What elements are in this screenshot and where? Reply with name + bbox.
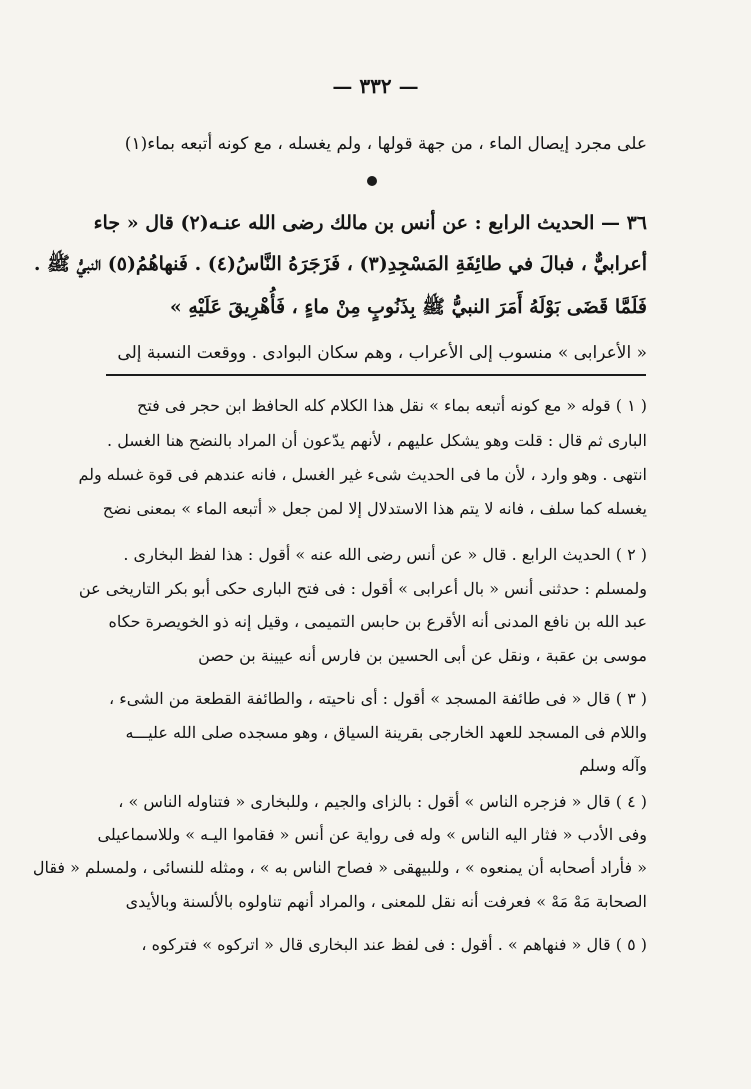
footnote-line: واللام فى المسجد للعهد الخارجى بقرينة السياق ، وهو مسجده صلى الله عليـــه: [125, 723, 647, 742]
footnote-line: ( ٣ ) قال « فى طائفة المسجد » أقول : أى ناحيته ، والطائفة القطعة من الشىء ،: [109, 689, 647, 708]
closing-line: « الأعرابى » منسوب إلى الأعراب ، وهم سكان البوادى . ووقعت النسبة إلى: [117, 343, 647, 363]
footnote-line: ( ٤ ) قال « فزجره الناس » أقول : بالزاى والجيم ، وللبخارى « فتناوله الناس » ،: [118, 792, 647, 811]
hadith-line: فَلَمَّا قَضَى بَوْلَهُ أَمَرَ النبيُّ ﷺ بِذَنُوبٍ مِنْ ماءٍ ، فَأُهْرِيقَ عَلَيْهِ »: [169, 296, 647, 318]
footnote-line: وآله وسلم: [579, 756, 647, 775]
footnote-line: وفى الأدب « فثار اليه الناس » وله فى رواية عن أنس « فقاموا اليـه » وللاسماعيلى: [97, 825, 647, 844]
footnote-line: انتهى . وهو وارد ، لأن ما فى الحديث شىء غير الغسل ، فانه عندهم فى قوة غسله ولم: [78, 465, 647, 484]
hadith-line: ٣٦ — الحديث الرابع : عن أنس بن مالك رضى الله عنـه(٢) قال « جاء: [93, 212, 647, 234]
footnote-line: موسى بن عقبة ، ونقل عن أبى الحسين بن فارس أنه عيينة بن حصن: [198, 646, 647, 665]
footnote-line: ( ٥ ) قال « فنهاهم » . أقول : فى لفظ عند البخارى قال « اتركوه » فتركوه ،: [141, 935, 647, 954]
hadith-line: أعرابيٌّ ، فبالَ في طائِفَةِ المَسْجِدِ(٣) ، فَزَجَرَهُ النَّاسُ(٤) . فَنهاهُمُ(٥) النبيُّ ﷺ .: [33, 253, 647, 275]
footnote-line: ( ١ ) قوله « مع كونه أتبعه بماء » نقل هذا الكلام كله الحافظ ابن حجر فى فتح: [136, 396, 647, 415]
page-number: — ٣٣٢ —: [332, 74, 419, 98]
intro-line: على مجرد إيصال الماء ، من جهة قولها ، ولم يغسله ، مع كونه أتبعه بماء(١): [124, 134, 647, 154]
footnote-line: البارى ثم قال : قلت وهو يشكل عليهم ، لأنهم يدّعون أن المراد بالنضح هنا الغسل .: [107, 431, 647, 450]
footnote-line: يغسله كما سلف ، فانه لا يتم هذا الاستدلال إلا لمن جعل « أتبعه الماء » بمعنى نضح: [102, 499, 647, 518]
footnote-line: الصحابة مَهْ مَهْ » فعرفت أنه نقل للمعنى ، والمراد أنهم تناولوه بالألسنة وبالأيدى: [125, 892, 647, 911]
bullet-dot-icon: [367, 176, 377, 186]
footnote-line: عبد الله بن نافع المدنى أنه الأقرع بن حابس التميمى ، وقيل إنه ذو الخويصرة حكاه: [108, 612, 647, 631]
footnote-line: ولمسلم : حدثنى أنس « بال أعرابى » أقول : فى فتح البارى حكى أبو بكر التاريخى عن: [78, 579, 647, 598]
footnote-separator: [106, 374, 646, 376]
footnote-line: « فأراد أصحابه أن يمنعوه » ، وللبيهقى « فصاح الناس به » ، ومثله للنسائى ، ولمسلم « فقال: [32, 858, 647, 877]
footnote-line: ( ٢ ) الحديث الرابع . قال « عن أنس رضى الله عنه » أقول : هذا لفظ البخارى .: [123, 545, 647, 564]
